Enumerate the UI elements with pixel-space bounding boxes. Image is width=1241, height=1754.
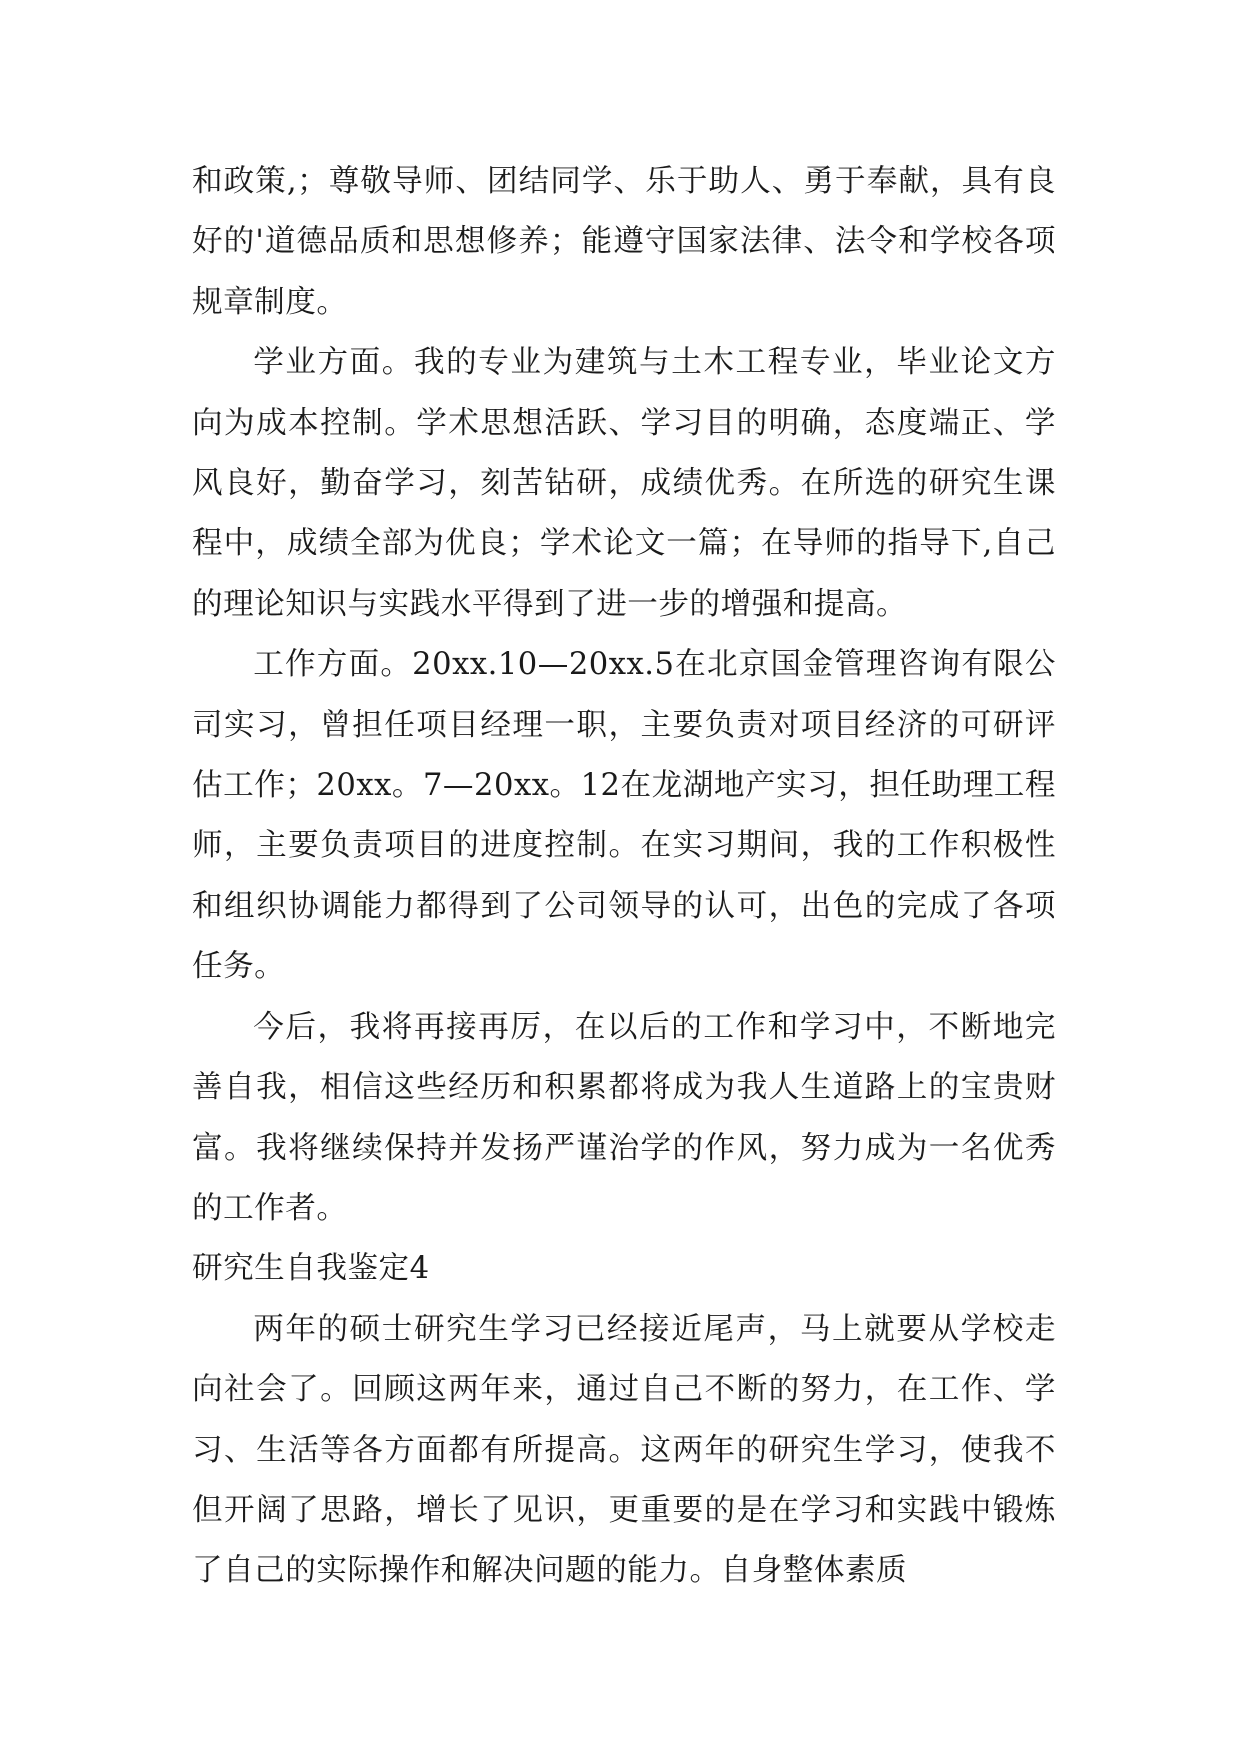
paragraph-section4-intro: 两年的硕士研究生学习已经接近尾声，马上就要从学校走向社会了。回顾这两年来，通过自己不断的努力，在工作、学习、生活等各方面都有所提高。这两年的研究生学习，使我不但开阔了思路，增长了见识，更重要的是在学习和实践中锻炼了自己的实际操作和解决问题的能力。自身整体素质 (192, 1311, 1056, 1589)
paragraph-future: 今后，我将再接再厉，在以后的工作和学习中，不断地完善自我，相信这些经历和积累都将成为我人生道路上的宝贵财富。我将继续保持并发扬严谨治学的作风，努力成为一名优秀的工作者。 (192, 1009, 1056, 1226)
document-page (192, 152, 1056, 1602)
paragraph-academics: 学业方面。我的专业为建筑与土木工程专业，毕业论文方向为成本控制。学术思想活跃、学习目的明确，态度端正、学风良好，勤奋学习，刻苦钻研，成绩优秀。在所选的研究生课程中，成绩全部为优良；学术论文一篇；在导师的指导下,自己的理论知识与实践水平得到了进一步的增强和提高。 (192, 345, 1056, 622)
paragraph-work: 工作方面。20xx.10—20xx.5在北京国金管理咨询有限公司实习，曾担任项目经理一职，主要负责对项目经济的可研评估工作；20xx。7—20xx。12在龙湖地产实习，担任助理工程师，主要负责项目的进度控制。在实习期间，我的工作积极性和组织协调能力都得到了公司领导的认可，出色的完成了各项任务。 (192, 647, 1056, 985)
section-heading: 研究生自我鉴定4 (192, 1251, 430, 1287)
paragraph-continuation: 和政策,；尊敬导师、团结同学、乐于助人、勇于奉献，具有良好的'道德品质和思想修养；能遵守国家法律、法令和学校各项规章制度。 (192, 164, 1056, 320)
